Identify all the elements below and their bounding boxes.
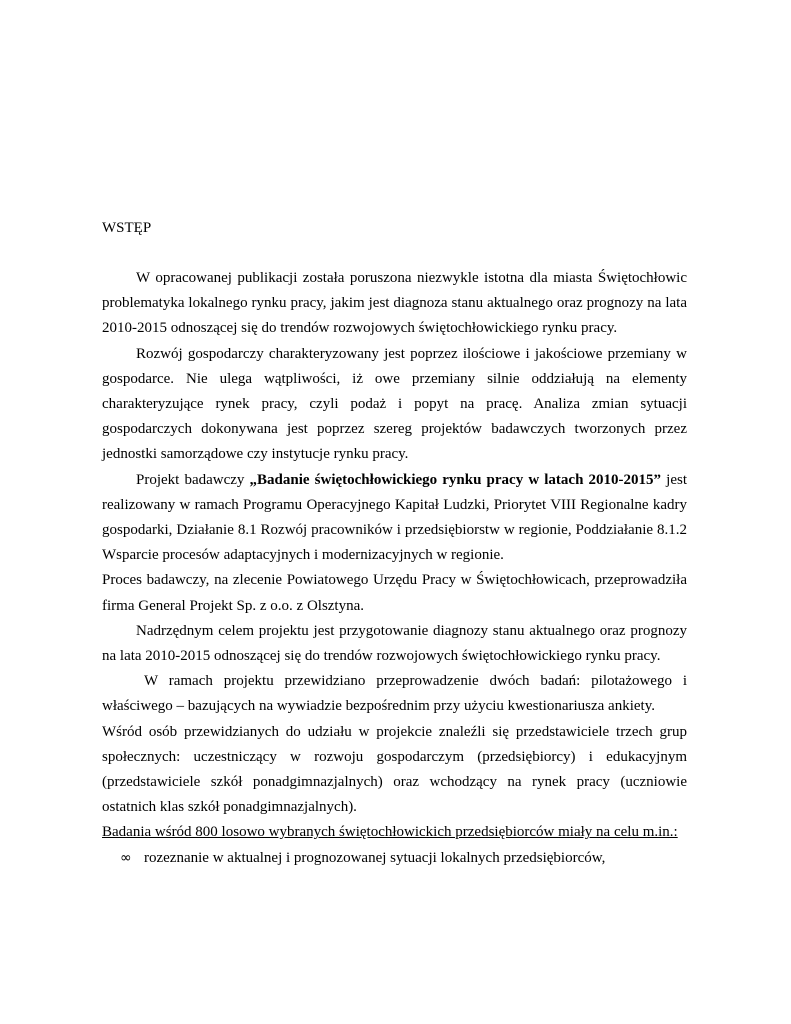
paragraph-project-rest: jest realizowany w ramach Programu Operacyjnego Kapitał Ludzki, Priorytet VIII Regionalne kadry gospodarki, Działanie 8.1 Rozwój pracowników i przedsiębiorstw w regionie, Poddziałanie 8.1.2 Wsparcie procesów adaptacyjnych i modernizacyjnych w regionie. bbox=[102, 471, 687, 564]
paragraph-economy: Rozwój gospodarczy charakteryzowany jest poprzez ilościowe i jakościowe przemiany w gospodarce. Nie ulega wątpliwości, iż owe przemiany silnie oddziałują na elementy charakteryzujące rynek pracy, czyli podaż i popyt na pracę. Analiza zmian sytuacji gospodarczych dokonywana jest poprzez szereg projektów badawczych tworzonych przez jednostki samorządowe czy instytucje rynku pracy. bbox=[102, 345, 687, 463]
document-body bbox=[102, 266, 687, 871]
paragraph-participants: Wśród osób przewidzianych do udziału w projekcie znaleźli się przedstawiciele trzech grup społecznych: uczestniczący w rozwoju gospodarczym (przedsiębiorcy) i edukacyjnym (przedstawiciele szkół ponadgimnazjalnych) oraz wchodzący na rynek pracy (uczniowie ostatnich klas szkół ponadgimnazjalnych). bbox=[102, 723, 687, 816]
paragraph-project-lead: Projekt badawczy bbox=[136, 471, 250, 488]
list-item bbox=[102, 846, 687, 871]
paragraph-studies: W ramach projektu przewidziano przeprowadzenie dwóch badań: pilotażowego i właściwego – bazujących na wywiadzie bezpośrednim przy użyciu kwestionariusza ankiety. bbox=[102, 673, 687, 715]
paragraph-intro: W opracowanej publikacji została poruszona niezwykle istotna dla miasta Świętochłowic problematyka lokalnego rynku pracy, jakim jest diagnoza stanu aktualnego oraz prognozy na lata 2010-2015 odnoszącej się do trendów rozwojowych świętochłowickiego rynku pracy. bbox=[102, 270, 687, 337]
paragraph-process: Proces badawczy, na zlecenie Powiatowego Urzędu Pracy w Świętochłowicach, przeprowadziła firma General Projekt Sp. z o.o. z Olsztyna. bbox=[102, 572, 687, 614]
project-title: „Badanie świętochłowickiego rynku pracy w latach 2010-2015” bbox=[249, 471, 662, 488]
section-heading: WSTĘP bbox=[102, 220, 152, 236]
list-item-text: rozeznanie w aktualnej i prognozowanej sytuacji lokalnych przedsiębiorców, bbox=[144, 849, 606, 866]
paragraph-goal: Nadrzędnym celem projektu jest przygotowanie diagnozy stanu aktualnego oraz prognozy na lata 2010-2015 odnoszącej się do trendów rozwojowych świętochłowickiego rynku pracy. bbox=[102, 622, 687, 665]
infinity-bullet-icon: ∞ bbox=[120, 849, 132, 866]
paragraph-project bbox=[102, 468, 687, 569]
paragraph-study-goals: Badania wśród 800 losowo wybranych świętochłowickich przedsiębiorców miały na celu m.in.: bbox=[102, 824, 678, 841]
